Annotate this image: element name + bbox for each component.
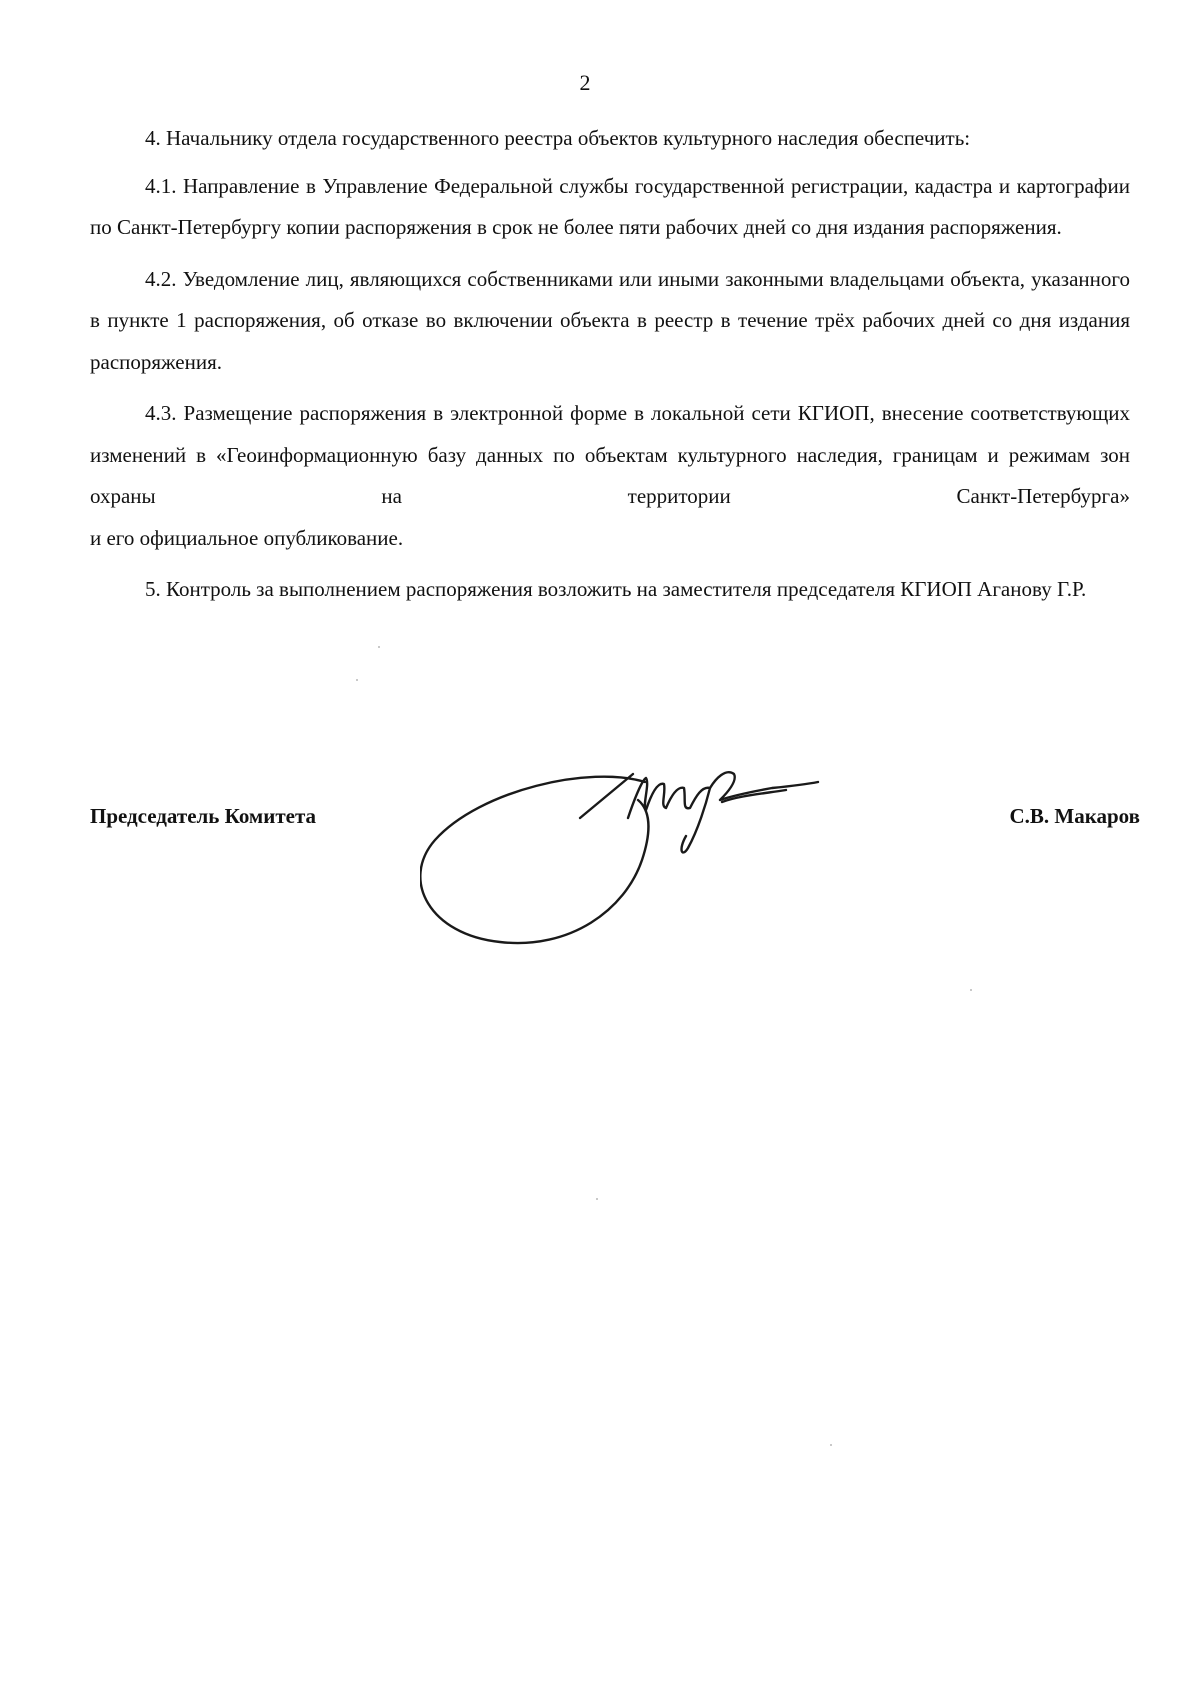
document-body (90, 118, 1130, 611)
scan-speck (378, 646, 380, 648)
scan-speck (596, 1198, 598, 1200)
signer-title: Председатель Комитета (90, 804, 317, 828)
signature-loop (420, 777, 648, 943)
paragraph-4-3-continuation: и его официальное опубликование. (90, 525, 404, 550)
scan-speck (356, 679, 358, 681)
scan-speck (830, 1444, 832, 1446)
signer-name: С.В. Макаров (1009, 804, 1140, 828)
signature-slash (580, 774, 633, 818)
paragraph-4-2: 4.2. Уведомление лиц, являющихся собственниками или иными законными владельцами объекта, указанного в пункте 1 распоряжения, об отказе во включении объекта в реестр в течение трёх рабочих дней со дня издания распоряжения. (90, 266, 1130, 374)
scan-speck (970, 989, 972, 991)
signature-scribble (628, 778, 710, 852)
signature-hook (710, 772, 818, 800)
handwritten-signature (420, 770, 900, 960)
paragraph-5: 5. Контроль за выполнением распоряжения возложить на заместителя председателя КГИОП Аганову Г.Р. (145, 577, 1087, 601)
page-number: 2 (579, 70, 591, 95)
paragraph-4-1: 4.1. Направление в Управление Федеральной службы государственной регистрации, кадастра и картографии по Санкт-Петербургу копии распоряжения в срок не более пяти рабочих дней со дня издания распоряжения. (90, 173, 1130, 239)
paragraph-4-3: 4.3. Размещение распоряжения в электронной форме в локальной сети КГИОП, внесение соответствующих изменений в «Геоинформационную базу данных по объектам культурного наследия, границам и режимам зон охраны на территории Санкт-Петербурга» (90, 401, 1130, 508)
paragraph-4: 4. Начальнику отдела государственного реестра объектов культурного наследия обеспечить: (145, 126, 971, 150)
